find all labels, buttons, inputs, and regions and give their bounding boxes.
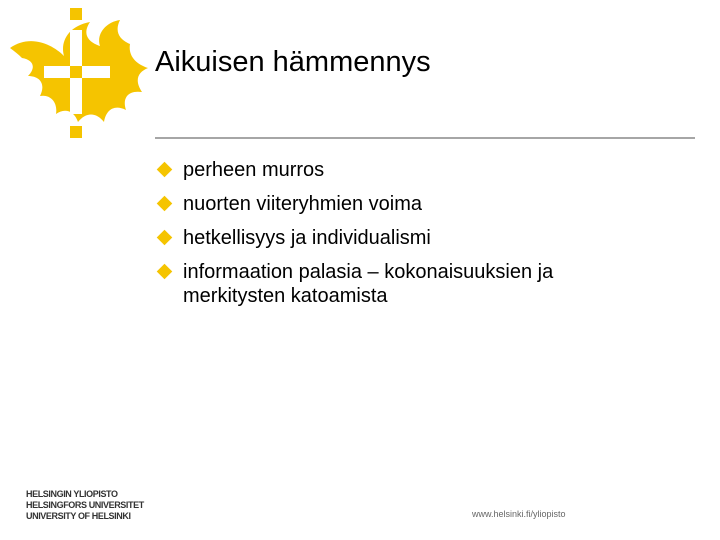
bullet-text: nuorten viiteryhmien voima	[183, 193, 422, 215]
bullet-item	[157, 192, 677, 216]
bullet-text: informaation palasia – kokonaisuuksien ja merkitysten katoamista	[183, 261, 554, 307]
diamond-bullet-icon	[157, 230, 173, 246]
bullet-item	[157, 226, 677, 250]
footer-url: www.helsinki.fi/yliopisto	[472, 509, 566, 519]
bullet-list	[157, 158, 677, 318]
bullet-item	[157, 260, 677, 308]
diamond-bullet-icon	[157, 196, 173, 212]
bullet-item	[157, 158, 677, 182]
university-name	[26, 489, 144, 522]
university-name-fi: HELSINGIN YLIOPISTO	[26, 489, 118, 499]
title-divider	[155, 137, 695, 139]
diamond-bullet-icon	[157, 264, 173, 280]
university-name-sv: HELSINGFORS UNIVERSITET	[26, 500, 144, 510]
diamond-bullet-icon	[157, 162, 173, 178]
bullet-text: perheen murros	[183, 159, 325, 181]
bullet-text: hetkellisyys ja individualismi	[183, 227, 431, 249]
flame-logo-icon	[4, 4, 154, 144]
slide-title: Aikuisen hämmennys	[155, 46, 431, 78]
university-name-en: UNIVERSITY OF HELSINKI	[26, 511, 131, 521]
